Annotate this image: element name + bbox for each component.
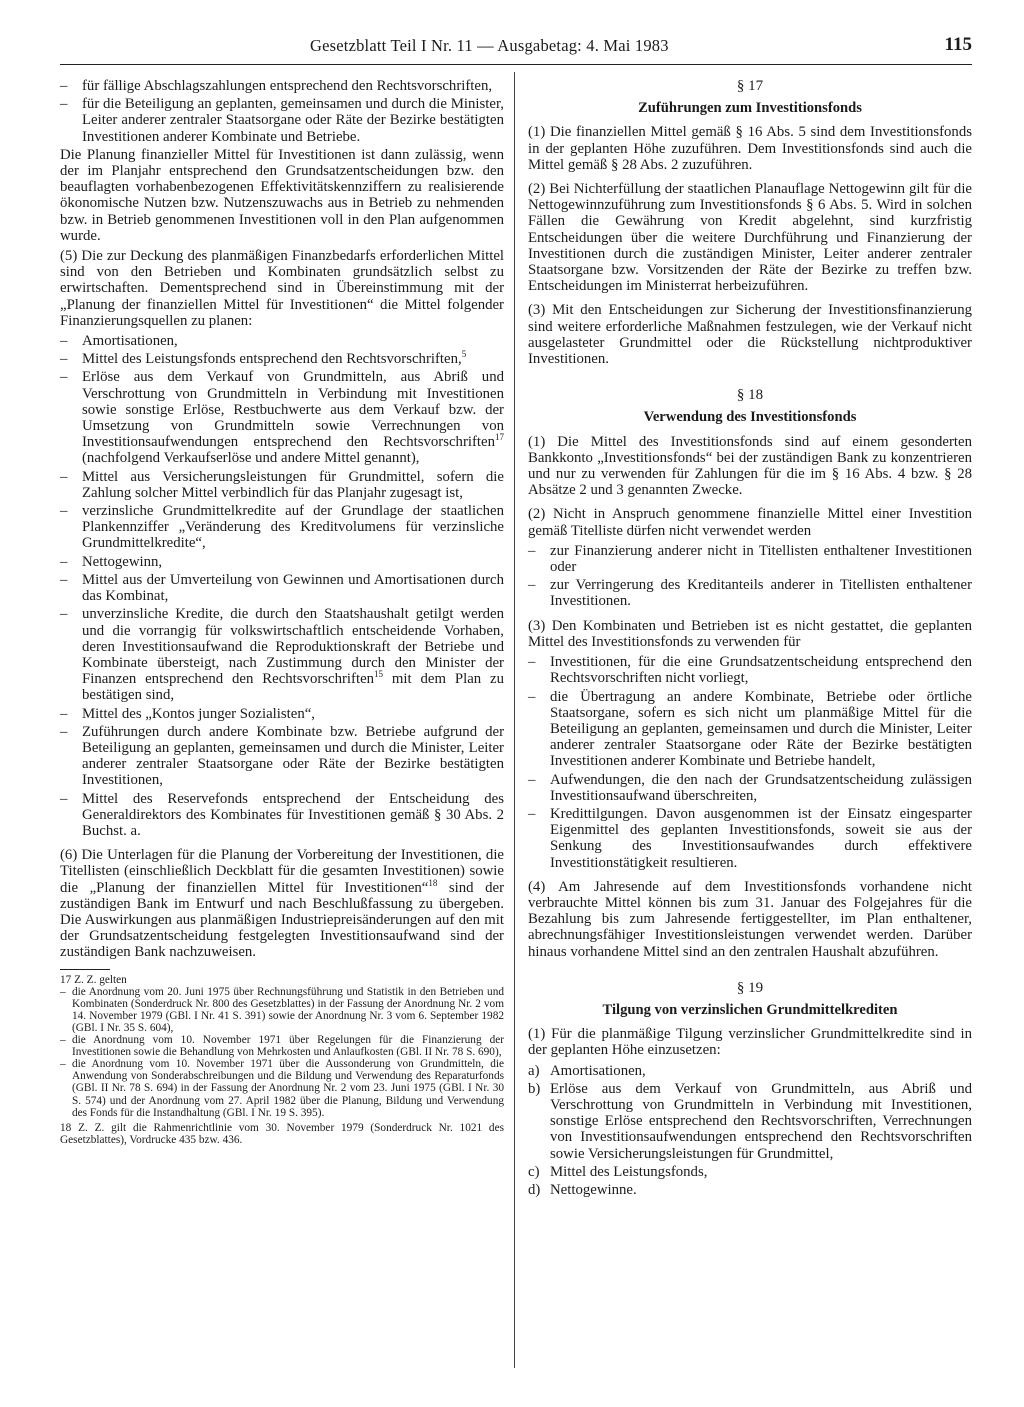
list-item (60, 554, 504, 570)
paragraph: (4) Am Jahresende auf dem Investitionsfonds vorhandene nicht verbrauchte Mittel können bis zum 31. Januar des Folgejahres für die Bezahlung bis zum Jahresende fertiggestellter, im Plan enthaltener, abrechnungsfähiger Investitionsleistungen verwendet werden. Darüber hinaus vorhandene Mittel sind an den zentralen Haushalt abzuführen. (528, 878, 972, 960)
item-text: Mittel des „Kontos junger Sozialisten“, (82, 705, 316, 722)
list-item (528, 654, 972, 686)
list-item-text (82, 351, 504, 367)
footnote-ref: 17 (495, 432, 504, 443)
list-item-text (82, 503, 504, 552)
list-item-text (82, 369, 504, 466)
list-item-text (82, 554, 504, 570)
footnote-ref: 18 (428, 877, 438, 888)
paragraph: (2) Nicht in Anspruch genommene finanzielle Mittel einer Investition gemäß Titelliste dürfen nicht verwendet werden (528, 506, 972, 539)
item-text: unverzinsliche Kredite, die durch den Staatshaushalt getilgt werden und die vorrangig für volkswirtschaftlich entscheidende Vorhaben, deren Investitionsaufwand die Reproduktionskraft der Betriebe und Kombinate übersteigt, nach Zustimmung durch den Minister der Finanzen entsprechend den Rechtsvorschriften (82, 606, 504, 688)
footnote-ref: 5 (461, 349, 467, 360)
item-text: Mittel aus Versicherungsleistungen für Grundmittel, sofern die Zahlung solcher Mittel verbindlich für das Planjahr zugesagt ist, (82, 468, 504, 501)
list-item-text: Erlöse aus dem Verkauf von Grundmitteln, aus Abriß und Verschrottung von Grundmitteln in Verbindung mit Investitionen, sonstige Erlöse entsprechend den Rechtsvorschriften, Verrechnungen von Investitionsaufwendungen entsprechend den Rechtsvorschriften sowie Versicherungsleistungen für Grundmittel, (550, 1080, 972, 1162)
list-item (528, 772, 972, 804)
list-item (60, 96, 504, 145)
list-item (60, 606, 504, 703)
paragraph: (3) Mit den Entscheidungen zur Sicherung der Investitionsfinanzierung sind weitere erforderliche Maßnahmen festzulegen, wie der Verkauf nicht ausgelasteter Grundmittel oder die Rückstellung nichtproduktiver Investitionen. (528, 302, 972, 368)
item-text: Nettogewinn, (82, 553, 163, 570)
list-item-text: zur Finanzierung anderer nicht in Titellisten enthaltener Investitionen oder (550, 542, 972, 576)
paragraph-planung: Die Planung finanzieller Mittel für Investitionen ist dann zulässig, wenn der im Planjahr entsprechend den Grundsatzentscheidungen bzw. den beauflagten vorhabenbezogenen Effektivitätskennziffern zu realisierende ökonomische Nutzen bzw. Nutzenszuwachs aus in Betrieb zu nehmenden bzw. in Betrieb genommenen Investitionen voll in den Plan aufgenommen wurde. (60, 146, 504, 244)
dash-marker: – (60, 78, 68, 94)
dash-marker: – (528, 805, 536, 822)
item-label: c) (528, 1163, 540, 1180)
list-item (60, 78, 504, 94)
paragraph: (1) Für die planmäßige Tilgung verzinslicher Grundmittelkredite sind in der geplanten Höhe einzusetzen: (528, 1026, 972, 1059)
list-item (528, 806, 972, 871)
list-item-text: Kredittilgungen. Davon ausgenommen ist der Einsatz eingesparter Eigenmittel des geplanten Investitionsfonds, soweit sie aus der Senkung des Investitionsaufwandes durch effektivere Investitionstätigkeit resultieren. (550, 805, 972, 871)
footnote-ref: 15 (374, 669, 384, 680)
paragraph-text: (6) Die Unterlagen für die Planung der Vorbereitung der Investitionen, die Titellisten (einschließlich Deckblatt für die gesamten Investitionen) sowie die „Planung der finanziellen Mittel für Investitionen“ (60, 847, 504, 896)
list-item (60, 791, 504, 840)
footnote-rule (60, 969, 110, 970)
dash-marker: – (60, 553, 68, 570)
list-item-text: die Übertragung an andere Kombinate, Betriebe oder örtliche Staatsorgane, sofern es sich nicht um planmäßige Mittel für die Beteiligung an geplanten, gemeinsamen und durch die Minister, Leiter anderer zentraler Staatsorgane oder Räte der Bezirke bestätigten Investitionen anderer Kombinate und Betriebe handelt, (550, 688, 972, 770)
dash-marker: – (528, 654, 536, 671)
list-item-text (82, 469, 504, 501)
list-item (528, 689, 972, 770)
item-text-tail: mit dem Plan zu bestätigen sind, (82, 671, 505, 704)
list-item (60, 706, 504, 722)
list-item (528, 1164, 972, 1180)
item-text: verzinsliche Grundmittelkredite auf der Grundlage der staatlichen Plankennziffer „Veränderung des Kreditvolumens für verzinsliche Grundmittelkredite“, (82, 503, 504, 552)
footnote-item-text: die Anordnung vom 10. November 1971 über Regelungen für die Finanzierung der Investitionen sowie die Behandlung von Mehrkosten und Anlaufkosten (GBl. II Nr. 78 S. 690), (72, 1034, 504, 1059)
section-19-title: Tilgung von verzinslichen Grundmittelkrediten (602, 1001, 898, 1018)
footnote-item-text: die Anordnung vom 10. November 1971 über die Aussonderung von Grundmitteln, die Anwendung von Sonderabschreibungen und die Bildung und Verwendung des Reparaturfonds (GBl. II Nr. 78 S. 694) in der Fassung der Anordnung Nr. 2 vom 23. Juni 1975 (GBl. I Nr. 30 S. 574) und der Anordnung vom 27. April 1982 über die Planung, Bildung und Verwendung des Fonds für die Instandhaltung (GBl. I Nr. 19 S. 395). (72, 1058, 504, 1119)
paragraph-5: (5) Die zur Deckung des planmäßigen Finanzbedarfs erforderlichen Mittel sind von den Betrieben und Kombinaten grundsätzlich selbst zu erwirtschaften. Dementsprechend sind in Übereinstimmung mit der „Planung der finanziellen Mittel für Investitionen“ die Mittel folgender Finanzierungsquellen zu planen: (60, 248, 504, 329)
dash-marker: – (60, 1034, 66, 1047)
paragraph: (1) Die Mittel des Investitionsfonds sind auf einem gesonderten Bankkonto „Investitionsfonds“ bei der zuständigen Bank zu konzentrieren und nur zu verwenden für Zahlungen für die im § 16 Abs. 4 bzw. § 28 Absätze 2 und 3 genannten Zwecke. (528, 433, 972, 499)
list-item (60, 333, 504, 349)
dash-marker: – (60, 503, 68, 520)
item-text: Mittel des Reservefonds entsprechend der Entscheidung des Generaldirektors des Kombinates für Investitionen gemäß § 30 Abs. 2 Buchst. a. (82, 790, 504, 839)
list-item (60, 503, 504, 552)
list-item-text (82, 606, 504, 703)
item-label: d) (528, 1181, 541, 1198)
running-title: Gesetzblatt Teil I Nr. 11 — Ausgabetag: 4. Mai 1983 (310, 36, 669, 55)
section-18-title: Verwendung des Investitionsfonds (643, 409, 857, 426)
dash-marker: – (60, 571, 68, 588)
dash-marker: – (60, 351, 68, 368)
paragraph-text-tail: sind der zuständigen Bank im Entwurf und nach Beschlußfassung zu übergeben. Die Auswirkungen aus planmäßigen Industriepreisänderungen auf den mit der Grundsatzentscheidung festgelegten Investitionsaufwand sind der zuständigen Bank nachzuweisen. (60, 879, 504, 961)
dash-marker: – (60, 790, 68, 807)
dash-marker: – (528, 771, 536, 788)
dash-marker: – (60, 723, 68, 740)
item-text-tail: (nachfolgend Verkaufserlöse und andere Mittel genannt), (82, 450, 420, 467)
list-item-text: Mittel des Leistungsfonds, (550, 1163, 708, 1180)
left-column (60, 78, 504, 1146)
item-text: Erlöse aus dem Verkauf von Grundmitteln, aus Abriß und Verschrottung von Grundmitteln in Verbindung mit Investitionen sowie sonstige Erlöse, Restbuchwerte aus dem Verkauf bzw. der Umsetzung von Grundmitteln sowie Verrechnungen von Investitionsaufwendungen entsprechend den Rechtsvorschriften (82, 369, 504, 451)
footnote-item (60, 986, 504, 1034)
list-item-text (82, 791, 504, 840)
paragraph-6 (60, 847, 504, 960)
list-item (60, 351, 504, 367)
footnote-item-text: die Anordnung vom 20. Juni 1975 über Rechnungsführung und Statistik in den Betrieben und Kombinaten (Sonderdruck Nr. 800 des Gesetzblattes) in der Fassung der Anordnung Nr. 2 vom 14. November 1979 (GBl. I Nr. 41 S. 391) sowie der Anordnung Nr. 3 vom 6. September 1982 (GBl. I Nr. 35 S. 604), (72, 985, 504, 1034)
section-17-title: Zuführungen zum Investitionsfonds (638, 100, 862, 117)
list-item (60, 369, 504, 466)
footnote-17-head: 17 Z. Z. gelten (60, 973, 127, 986)
list-item-text (82, 572, 504, 604)
list-item (528, 577, 972, 609)
dash-marker: – (60, 705, 68, 722)
item-label: b) (528, 1080, 541, 1097)
column-separator (514, 72, 515, 1368)
list-item-text (82, 724, 504, 789)
list-item-text: für fällige Abschlagszahlungen entsprechend den Rechtsvorschriften, (82, 78, 493, 94)
footnote-18: 18 Z. Z. gilt die Rahmenrichtlinie vom 30. November 1979 (Sonderdruck Nr. 1021 des Gesetzblattes), Vordrucke 435 bzw. 436. (60, 1121, 504, 1146)
list-item (60, 469, 504, 501)
item-text: Amortisationen, (82, 333, 178, 350)
section-18-number: § 18 (736, 387, 764, 404)
dash-marker: – (60, 369, 68, 386)
list-item-text: Amortisationen, (550, 1062, 646, 1079)
item-label: a) (528, 1062, 540, 1079)
dash-marker: – (60, 606, 68, 623)
list-item-text (82, 706, 504, 722)
dash-marker: – (60, 333, 68, 350)
list-item-text: für die Beteiligung an geplanten, gemeinsamen und durch die Minister, Leiter anderer zentraler Staatsorgane oder Räte der Bezirke bestätigten Investitionen anderer Kombinate und Betriebe. (82, 96, 504, 145)
list-item-text: Investitionen, für die eine Grundsatzentscheidung entsprechend den Rechtsvorschriften nicht vorliegt, (550, 654, 972, 687)
list-item-text (82, 333, 504, 349)
dash-marker: – (528, 688, 536, 705)
list-item (528, 1063, 972, 1079)
section-17-number: § 17 (736, 78, 764, 94)
dash-marker: – (528, 577, 536, 594)
dash-marker: – (60, 985, 66, 998)
footnote-item (60, 1058, 504, 1118)
header-rule (60, 64, 972, 65)
list-item (60, 572, 504, 604)
dash-marker: – (60, 1058, 66, 1071)
dash-marker: – (60, 96, 68, 113)
right-column (528, 78, 972, 1200)
dash-marker: – (528, 542, 536, 559)
item-text: Zuführungen durch andere Kombinate bzw. Betriebe aufgrund der Beteiligung an geplanten, gemeinsamen und durch die Minister, Leiter anderer zentraler Staatsorgane oder Räte der Bezirke bestätigten Investitionen, (82, 723, 504, 789)
list-item-text: Aufwendungen, die den nach der Grundsatzentscheidung zulässigen Investitionsaufwand überschreiten, (550, 771, 972, 804)
paragraph: (1) Die finanziellen Mittel gemäß § 16 Abs. 5 sind dem Investitionsfonds in der geplanten Höhe zuzuführen. Dem Investitionsfonds sind auch die Mittel gemäß § 28 Abs. 2 zuzuführen. (528, 124, 972, 173)
page-number: 115 (944, 34, 972, 55)
paragraph: (2) Bei Nichterfüllung der staatlichen Planauflage Nettogewinn gilt für die Nettogewinnzuführung zum Investitionsfonds § 6 Abs. 5. Wird in solchen Fällen die Gewährung von Kredit abgelehnt, sind kurzfristig Entscheidungen über die weitere Durchführung und Finanzierung der Investitionen durch die zuständigen Minister, Leiter anderer zentraler Staatsorgane bzw. Vorsitzenden der Räte der Bezirke zu treffen bzw. Entscheidungen im Ministerrat herbeizuführen. (528, 181, 972, 295)
paragraph: (3) Den Kombinaten und Betrieben ist es nicht gestattet, die geplanten Mittel des Investitionsfonds zu verwenden für (528, 617, 972, 650)
list-item (528, 1182, 972, 1198)
footnote-item (60, 1034, 504, 1058)
dash-marker: – (60, 468, 68, 485)
list-item-text: Nettogewinne. (550, 1181, 637, 1198)
list-item-text: zur Verringerung des Kreditanteils anderer in Titellisten enthaltener Investitionen. (550, 577, 972, 610)
item-text: Mittel aus der Umverteilung von Gewinnen und Amortisationen durch das Kombinat, (82, 571, 504, 605)
list-item (528, 1081, 972, 1162)
list-item (60, 724, 504, 789)
item-text: Mittel des Leistungsfonds entsprechend den Rechtsvorschriften, (82, 351, 462, 368)
list-item (528, 543, 972, 575)
section-19-number: § 19 (736, 979, 764, 996)
page-header (60, 36, 972, 66)
